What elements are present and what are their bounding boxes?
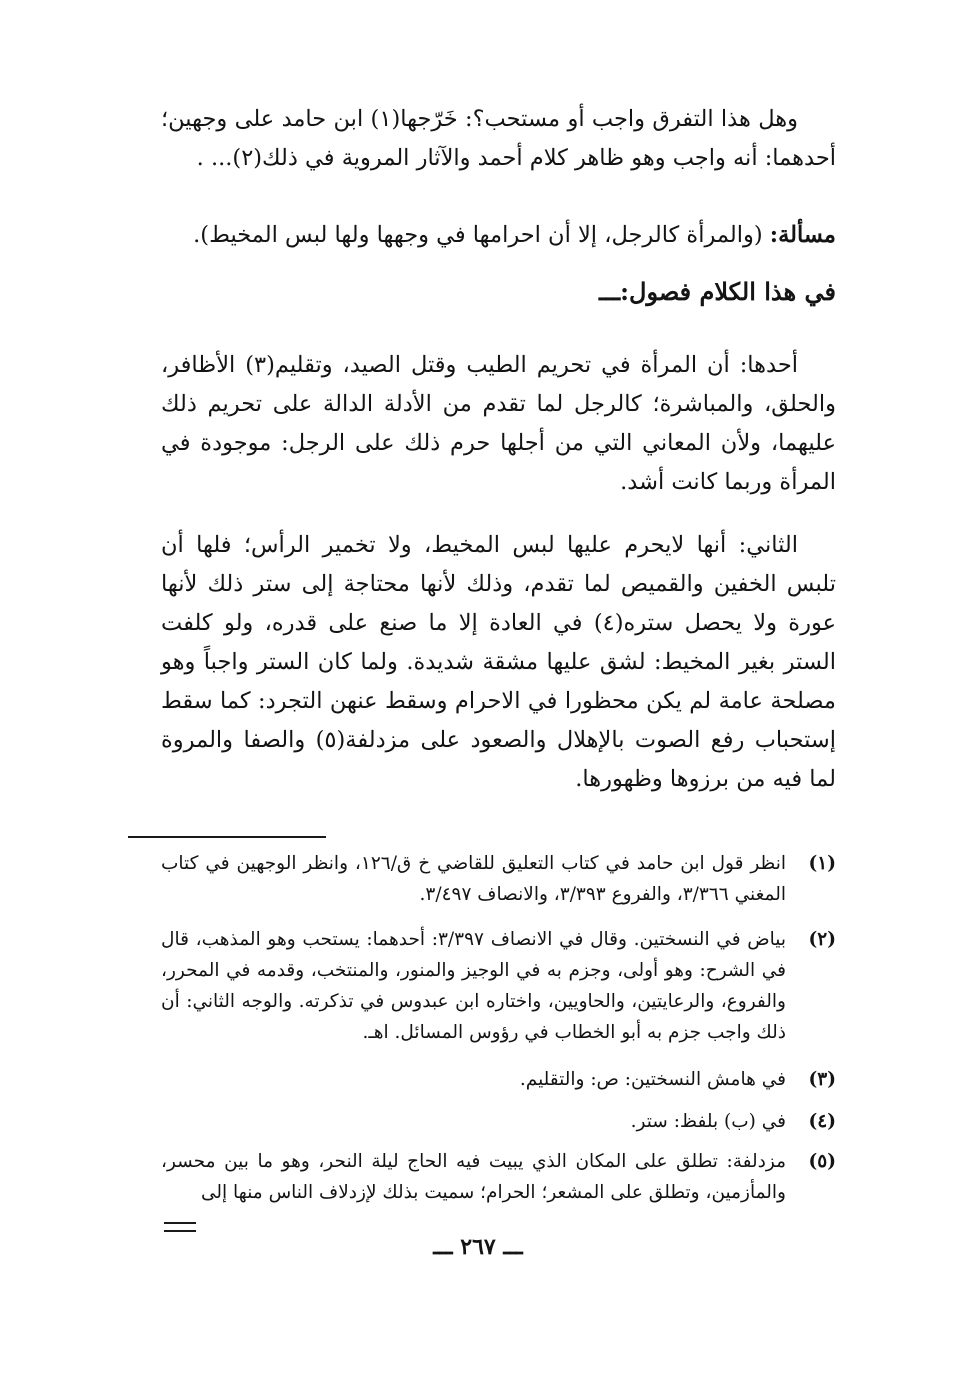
footnote-separator [128, 836, 326, 838]
footnote-text: في هامش النسختين: ص: والتقليم. [519, 1069, 786, 1090]
footnote-3 [161, 1064, 836, 1095]
page-number: ـــ ٢٦٧ ـــ [433, 1234, 523, 1260]
continuation-mark [164, 1222, 196, 1232]
paragraph-first-section: أحدها: أن المرأة في تحريم الطيب وقتل الصيد، وتقليم(٣) الأظافر، والحلق، والمباشرة؛ كالرجل لما تقدم من الأدلة الدالة على تحريم ذلك عليهما، ولأن المعاني التي من أجلها حرم ذلك على الرجل: موجودة في المرأة وربما كانت أشد. [161, 352, 836, 495]
footnote-number: (٣) [808, 1069, 836, 1090]
footnote-text: مزدلفة: تطلق على المكان الذي يبيت فيه الحاج ليلة النحر، وهو ما بين محسر، والمأزمين، وتطلق على المشعر؛ الحرام؛ سميت بذلك لإزدلاف الناس منها إلى [161, 1151, 786, 1203]
footnote-text: انظر قول ابن حامد في كتاب التعليق للقاضي خ ق/١٢٦، وانظر الوجهين في كتاب المغني ٣/٣٦٦، والفروع ٣/٣٩٣، والانصاف ٣/٤٩٧. [161, 853, 786, 905]
masala-line [161, 216, 836, 255]
paragraph-second-section: الثاني: أنها لايحرم عليها لبس المخيط، ولا تخمير الرأس؛ فلها أن تلبس الخفين والقميص لما تقدم، وذلك لأنها محتاجة إلى ستر ذلك لأنها عورة ولا يحصل ستره(٤) في العادة إلا ما صنع على قدره، ولو كلفت الستر بغير المخيط: لشق عليها مشقة شديدة. ولما كان الستر واجباً وهو مصلحة عامة لم يكن محظورا في الاحرام وسقط عنهن التجرد: كما سقط إستحباب رفع الصوت بالإهلال والصعود على مزدلفة(٥) والصفا والمروة لما فيه من برزوها وظهورها. [161, 532, 836, 792]
section-heading: في هذا الكلام فصول:ـــ [599, 277, 836, 306]
footnote-text: بياض في النسختين. وقال في الانصاف ٣/٣٩٧: أحدهما: يستحب وهو المذهب، قال في الشرح: وهو أولى، وجزم به في الوجيز والمنور، والمنتخب، وقدمه في المحرر، والفروع، والرعايتين، والحاويين، واختاره ابن عبدوس في تذكرته. والوجه الثاني: أن ذلك واجب جزم به أبو الخطاب في رؤوس المسائل. اهـ. [161, 929, 786, 1043]
footnote-number: (٢) [808, 929, 836, 950]
masala-label: مسألة: [769, 222, 836, 248]
footnote-number: (١) [808, 853, 836, 874]
footnote-number: (٤) [808, 1111, 836, 1132]
footnote-text: في (ب) بلفظ: ستر. [630, 1111, 786, 1132]
footnote-2 [161, 924, 836, 1048]
footnote-5 [161, 1146, 836, 1208]
footnote-1 [161, 848, 836, 910]
masala-text: (والمرأة كالرجل، إلا أن احرامها في وجهها ولها لبس المخيط). [193, 222, 763, 248]
footnote-4 [161, 1106, 836, 1137]
footnote-number: (٥) [808, 1151, 836, 1172]
paragraph-split-question: وهل هذا التفرق واجب أو مستحب؟: خَرّجها(١) ابن حامد على وجهين؛ أحدهما: أنه واجب وهو ظاهر كلام أحمد والآثار المروية في ذلك(٢)... . [161, 106, 836, 171]
